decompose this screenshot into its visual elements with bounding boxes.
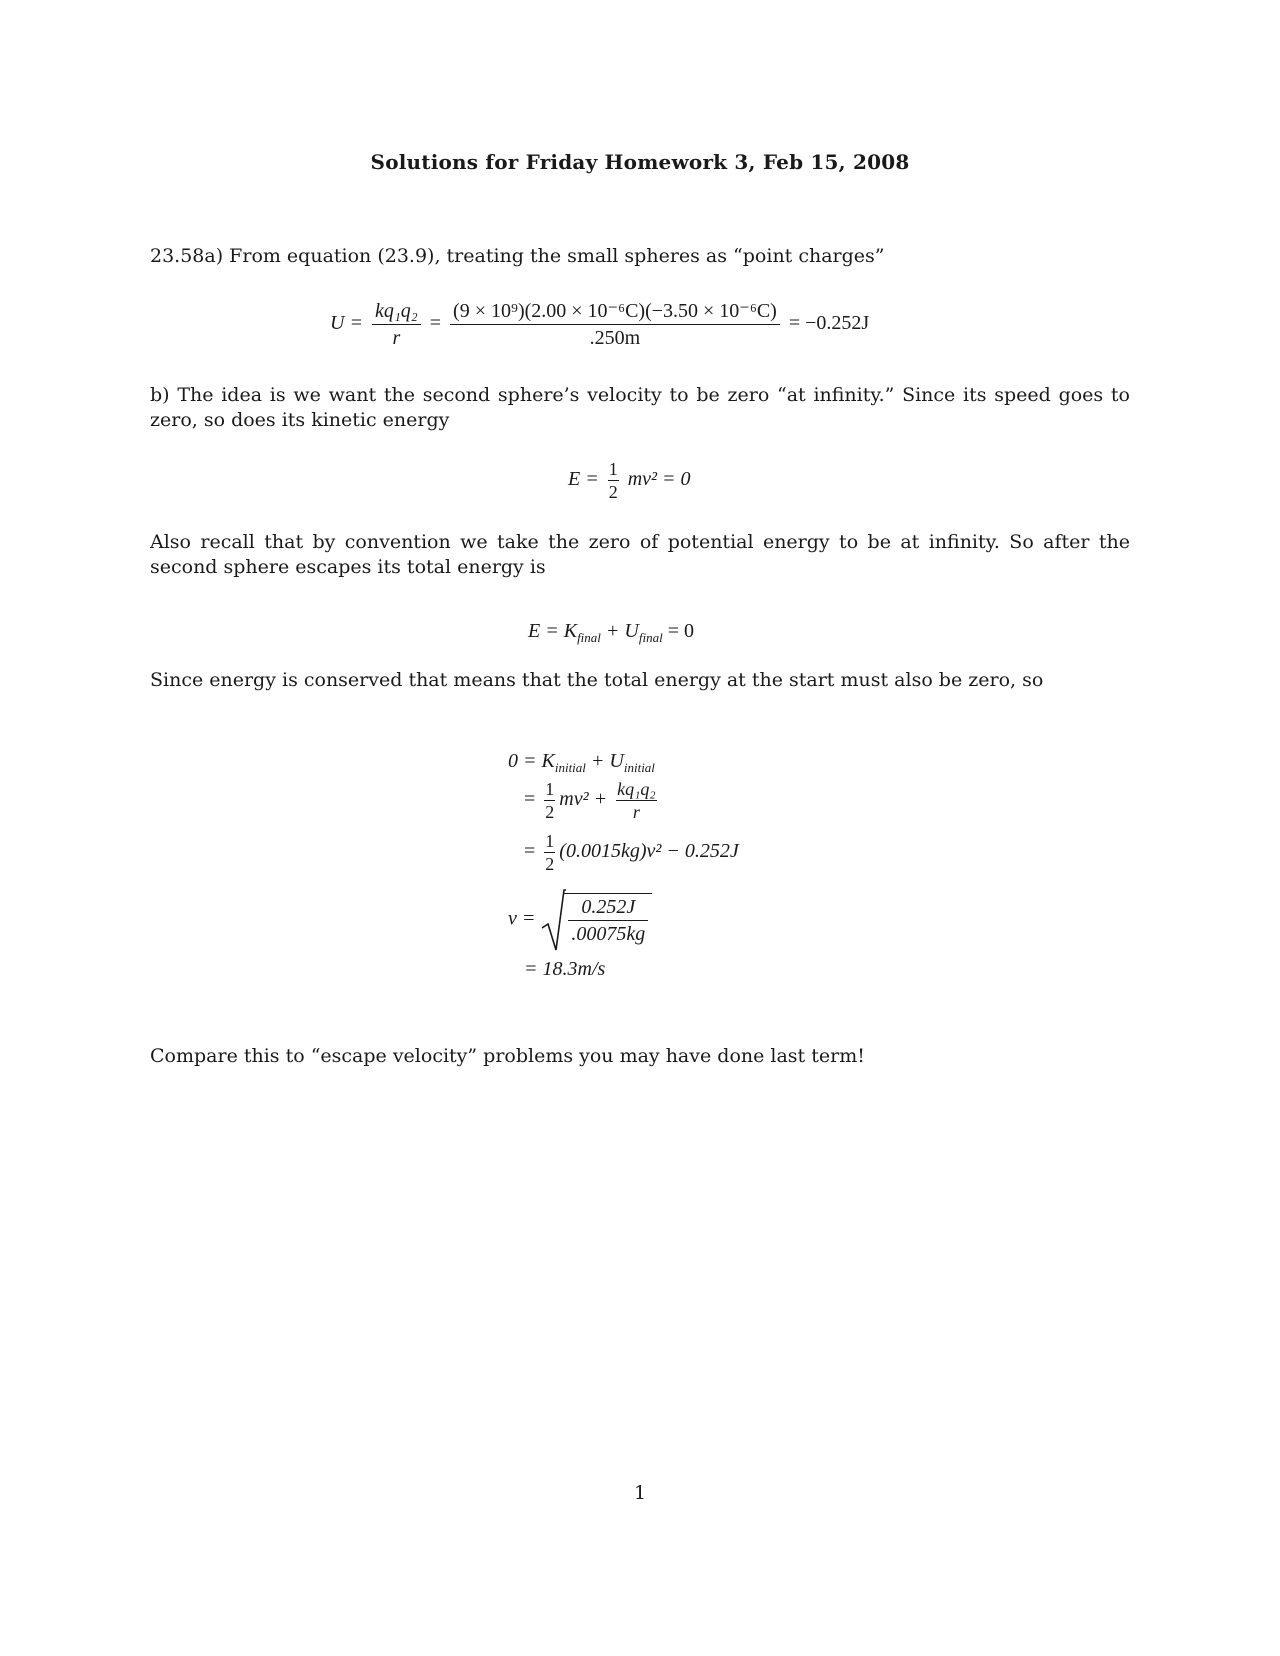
derivation-line2-fraction — [616, 780, 657, 821]
radical-sign-icon — [540, 888, 566, 952]
page-number: 1 — [633, 1482, 647, 1504]
page-title: Solutions for Friday Homework 3, Feb 15, 2008 — [370, 150, 910, 174]
coulomb-numeric-denominator: .250m — [589, 327, 641, 349]
coulomb-symbolic-denominator: r — [392, 327, 401, 349]
coulomb-fraction-symbolic — [372, 300, 421, 349]
coulomb-numeric-numerator: (9 × 10⁹)(2.00 × 10⁻⁶C)(−3.50 × 10⁻⁶C) — [450, 300, 780, 325]
derivation-line2-half-denominator: 2 — [545, 802, 555, 822]
derivation-line2-half — [544, 780, 555, 821]
derivation-line1-lhs: 0 = K — [508, 750, 555, 772]
u-final-subscript: final — [638, 630, 663, 645]
k-final-subscript: final — [577, 630, 601, 645]
kinetic-lhs: E = — [568, 468, 599, 491]
square-root — [540, 888, 652, 952]
derivation-line2-middle: mv² + — [559, 788, 608, 811]
total-energy-equation — [528, 620, 694, 646]
derivation-line4-lhs: v = — [508, 907, 536, 930]
derivation-line-5 — [524, 958, 605, 981]
kinetic-half-denominator: 2 — [608, 482, 618, 502]
kinetic-energy-equation — [568, 460, 691, 501]
sqrt-denominator: .00075kg — [571, 923, 646, 945]
derivation-line2-fraction-denominator: r — [632, 802, 640, 822]
derivation-line-3 — [524, 832, 739, 873]
final-velocity: = 18.3m/s — [524, 958, 606, 980]
coulomb-result: = −0.252J — [788, 312, 870, 335]
sqrt-numerator: 0.252J — [568, 896, 648, 921]
total-energy-lhs: E = K — [528, 620, 578, 642]
coulomb-lhs: U = — [330, 312, 363, 335]
derivation-line3-rest: (0.0015kg)v² − 0.252J — [559, 840, 739, 863]
kinetic-half-numerator: 1 — [608, 459, 618, 479]
derivation-line2-equals: = — [524, 788, 536, 811]
kinetic-rhs: mv² = 0 — [627, 468, 691, 491]
coulomb-fraction-numeric — [450, 300, 780, 349]
kinetic-half — [608, 460, 619, 501]
total-energy-plus-u: + U — [600, 620, 639, 642]
derivation-line3-half-denominator: 2 — [545, 854, 555, 874]
sqrt-fraction — [568, 896, 648, 945]
derivation-line3-half — [544, 832, 555, 873]
derivation-line-1 — [508, 750, 655, 776]
compare-paragraph: Compare this to “escape velocity” problems you may have done last term! — [150, 1045, 865, 1067]
conservation-paragraph: Since energy is conserved that means that the total energy at the start must also be zero, so — [150, 669, 1044, 691]
derivation-line-4 — [508, 888, 652, 952]
derivation-line2-half-numerator: 1 — [545, 779, 555, 799]
derivation-line3-half-numerator: 1 — [545, 831, 555, 851]
derivation-line1-plus-u: + U — [585, 750, 624, 772]
u-initial-subscript: initial — [623, 760, 655, 775]
part-b-intro: b) The idea is we want the second sphere’s velocity to be zero “at infinity.” Since its speed goes to zero, so does its kinetic energy — [150, 384, 1130, 431]
total-energy-rhs: = 0 — [662, 620, 694, 642]
coulomb-equation — [330, 300, 869, 349]
derivation-line3-equals: = — [524, 840, 536, 863]
part-a-intro: 23.58a) From equation (23.9), treating the small spheres as “point charges” — [150, 245, 885, 267]
k-initial-subscript: initial — [554, 760, 586, 775]
derivation-line2-fraction-numerator: kq₁q₂ — [617, 779, 656, 799]
coulomb-equals: = — [429, 312, 442, 335]
coulomb-symbolic-numerator: kq₁q₂ — [372, 300, 421, 325]
recall-paragraph: Also recall that by convention we take the zero of potential energy to be at infinity. So after the second sphere escapes its total energy is — [150, 531, 1130, 578]
derivation-line-2 — [524, 780, 661, 821]
